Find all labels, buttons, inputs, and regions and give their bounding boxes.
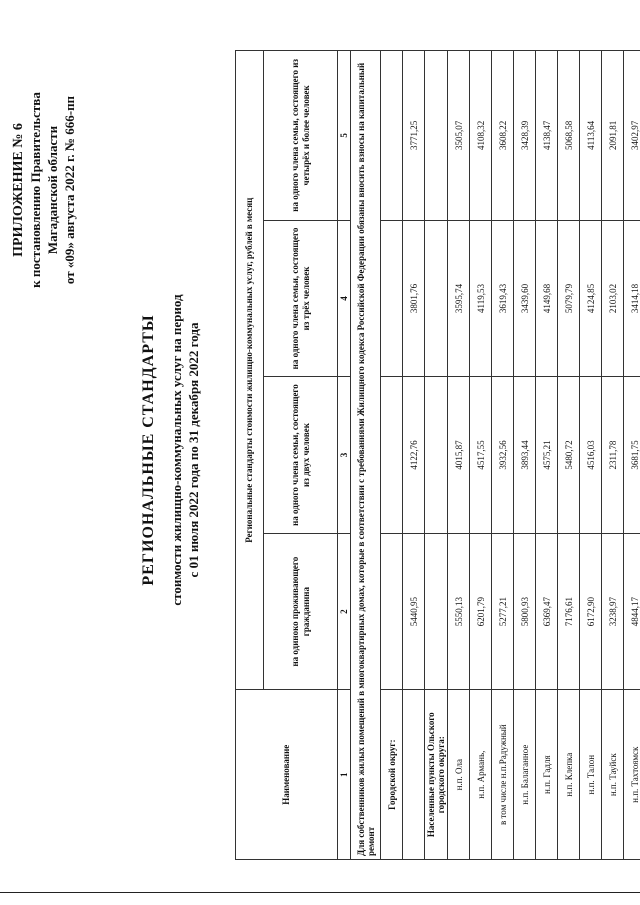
standards-table (235, 50, 640, 860)
page-bottom-rule (0, 892, 640, 893)
row-value: 4015,87 (448, 377, 470, 534)
row-value: 3932,56 (492, 377, 514, 534)
table-row (602, 51, 624, 860)
column-header: на одного члена семьи, состоящего из четырёх и более человек (264, 51, 338, 221)
row-value (381, 377, 403, 534)
table-row (558, 51, 580, 860)
table-row (514, 51, 536, 860)
row-value: 7176,61 (558, 533, 580, 690)
row-value: 5480,72 (558, 377, 580, 534)
column-number: 1 (338, 690, 351, 860)
row-value: 2103,02 (602, 220, 624, 377)
title-sub-1: стоимости жилищно-коммунальных услуг на период (169, 294, 184, 606)
table-row (470, 51, 492, 860)
table-row (536, 51, 558, 860)
row-value: 3771,25 (403, 51, 425, 221)
name-header: Наименование (236, 690, 338, 860)
row-value: 4113,64 (580, 51, 602, 221)
section-row: Для собственников жилых помещений в многоквартирных домах, которые в соответствии с требованиями Жилищного кодекса Российской Федерации обязаны вносить взносы на капитальный ремонт (351, 51, 381, 860)
row-value: 4575,21 (536, 377, 558, 534)
row-value: 4149,68 (536, 220, 558, 377)
table-row (425, 51, 448, 860)
column-header: на одиноко проживающего гражданина (264, 533, 338, 690)
row-value: 6201,79 (470, 533, 492, 690)
table-row (403, 51, 425, 860)
header-line-2: Магаданской области (45, 125, 60, 255)
column-header: на одного члена семьи, состоящего из двух человек (264, 377, 338, 534)
row-value: 3893,44 (514, 377, 536, 534)
appendix-label: ПРИЛОЖЕНИЕ № 6 (11, 123, 26, 257)
row-value: 3608,22 (492, 51, 514, 221)
row-name: Населенные пункты Ольского городского округа: (425, 690, 448, 860)
table-row (492, 51, 514, 860)
document-header (10, 40, 78, 340)
row-name: н.п. Талон (580, 690, 602, 860)
row-name: н.п. Тахтоямск (624, 690, 640, 860)
rotated-page (10, 40, 640, 860)
row-value: 5800,93 (514, 533, 536, 690)
row-value: 4108,32 (470, 51, 492, 221)
row-value: 3439,60 (514, 220, 536, 377)
row-value: 3402,97 (624, 51, 640, 221)
row-name: в том числе н.п.Радужный (492, 690, 514, 860)
row-name: н.п. Ола (448, 690, 470, 860)
row-name (403, 690, 425, 860)
row-value: 5277,21 (492, 533, 514, 690)
row-value: 4122,76 (403, 377, 425, 534)
row-name: Городской округ: (381, 690, 403, 860)
row-value: 4138,47 (536, 51, 558, 221)
table-row (624, 51, 640, 860)
row-value: 6172,90 (580, 533, 602, 690)
row-name: н.п. Армань, (470, 690, 492, 860)
table-row (448, 51, 470, 860)
row-value: 5440,95 (403, 533, 425, 690)
row-value: 3595,74 (448, 220, 470, 377)
title-main: РЕГИОНАЛЬНЫЕ СТАНДАРТЫ (140, 314, 157, 586)
row-value (381, 220, 403, 377)
row-value: 3801,76 (403, 220, 425, 377)
column-header: на одного члена семьи, состоящего из трёх человек (264, 220, 338, 377)
column-number: 2 (338, 533, 351, 690)
row-value: 5068,58 (558, 51, 580, 221)
column-number: 5 (338, 51, 351, 221)
row-value: 3681,75 (624, 377, 640, 534)
row-name: н.п. Тауйск (602, 690, 624, 860)
row-value: 6369,47 (536, 533, 558, 690)
column-number: 4 (338, 220, 351, 377)
row-value (381, 533, 403, 690)
row-value (381, 51, 403, 221)
row-value: 3414,18 (624, 220, 640, 377)
row-value: 3619,43 (492, 220, 514, 377)
table-row (381, 51, 403, 860)
title-sub-2: с 01 июля 2022 года по 31 декабря 2022 года (186, 322, 201, 578)
row-value (425, 51, 448, 221)
document-title (140, 150, 202, 750)
row-value (425, 220, 448, 377)
row-value: 5079,79 (558, 220, 580, 377)
row-value (425, 533, 448, 690)
header-line-1: к постановлению Правительства (28, 92, 43, 288)
header-line-3: от «09» августа 2022 г. № 666-пп (62, 95, 77, 285)
row-value: 4517,55 (470, 377, 492, 534)
row-value (425, 377, 448, 534)
row-name: н.п. Клепка (558, 690, 580, 860)
row-value: 4124,85 (580, 220, 602, 377)
row-value: 4119,53 (470, 220, 492, 377)
row-name: н.п. Гадля (536, 690, 558, 860)
row-value: 3505,07 (448, 51, 470, 221)
row-value: 2091,81 (602, 51, 624, 221)
row-value: 2311,78 (602, 377, 624, 534)
row-value: 4844,17 (624, 533, 640, 690)
row-value: 3428,39 (514, 51, 536, 221)
column-number: 3 (338, 377, 351, 534)
row-name: н.п. Балаганное (514, 690, 536, 860)
row-value: 5550,13 (448, 533, 470, 690)
row-value: 3238,97 (602, 533, 624, 690)
table-row (580, 51, 602, 860)
group-header: Региональные стандарты стоимости жилищно-коммунальных услуг, рублей в месяц (236, 51, 264, 690)
row-value: 4516,03 (580, 377, 602, 534)
